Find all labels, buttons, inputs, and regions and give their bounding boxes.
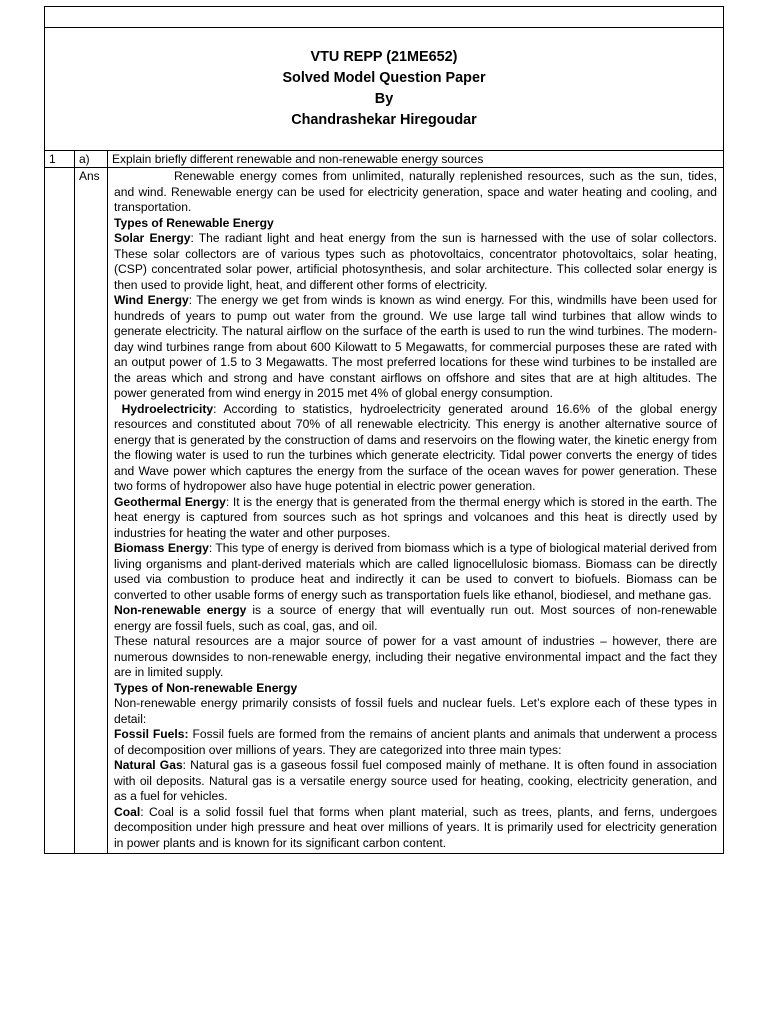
question-paper-table <box>44 6 724 854</box>
geothermal-term: Geothermal Energy <box>114 494 226 509</box>
blank-top-row <box>45 7 724 28</box>
nonrenewable-text: is a source of energy that will eventually run out. Most sources of non-renewable energy are fossil fuels, such as coal, gas, and oil. <box>114 603 717 633</box>
coal-paragraph <box>114 805 717 852</box>
answer-body <box>108 168 724 854</box>
wind-text: : The energy we get from winds is known as wind energy. For this, windmills have been used for hundreds of years to pump out water from the ground. We use large tall wind turbines that allow winds to generate electricity. The natural airflow on the surface of the earth is used to run the wind turbines. The modern-day wind turbines range from about 600 Kilowatt to 5 Megawatts, for commercial purposes these are rated with an output power of 1.5 to 3 Megawatts. The most preferred locations for these wind turbines to be installed are the areas which and strong and have constant airflows on offshore and sites that are at high altitudes. The power generated from wind energy in 2015 met 4% of global energy consumption. <box>114 293 717 400</box>
author-name: Chandrashekar Hiregoudar <box>291 112 477 128</box>
question-part: a) <box>75 151 108 168</box>
title-row <box>45 28 724 151</box>
biomass-text: : This type of energy is derived from biomass which is a type of biological material derived from living organisms and plant-derived materials which are called lignocellulosic biomass. Biomass can be directly used via combustion to produce heat and indirectly it can be used to convert to biofuels. Biomass can be converted to other usable forms of energy such as transportation fuels like ethanol, biodiesel, and methane gas. <box>114 541 717 602</box>
geothermal-paragraph <box>114 495 717 542</box>
question-text: Explain briefly different renewable and non-renewable energy sources <box>108 151 724 168</box>
hydro-text: : According to statistics, hydroelectricity generated around 16.6% of the global energy resources and constituted about 70% of all renewable electricity. This energy is another alternative source of energy that is generated by the construction of dams and reservoirs on the flowing water, the kinetic energy from the flowing water is used to run the turbines which generate electricity. Tidal power converts the energy of tides and Wave power which captures the energy from the surface of the ocean waves for power generation. These two forms of hydropower also have huge potential in electric power generation. <box>114 401 717 493</box>
nonrenewable-heading: Types of Non-renewable Energy <box>114 680 298 695</box>
renewable-heading: Types of Renewable Energy <box>114 215 274 230</box>
title-block <box>45 28 724 151</box>
coal-text: : Coal is a solid fossil fuel that forms when plant material, such as trees, plants, and ferns, undergoes decomposition under high pressure and heat over millions of years. It is primarily used for electricity generation in power plants and is known for its significant carbon content. <box>114 804 717 850</box>
fossil-text: Fossil fuels are formed from the remains of ancient plants and animals that underwent a process of decomposition over millions of years. They are categorized into three main types: <box>114 727 718 757</box>
coal-term: Coal <box>114 804 141 819</box>
solar-term: Solar Energy <box>114 231 191 245</box>
answer-number-cell <box>45 168 75 854</box>
fossil-term: Fossil Fuels: <box>114 727 189 741</box>
wind-paragraph <box>114 293 717 402</box>
nonrenewable-intro: Non-renewable energy primarily consists of fossil fuels and nuclear fuels. Let’s explore each of these types in detail: <box>114 696 717 726</box>
nonrenewable-paragraph-2: These natural resources are a major source of power for a vast amount of industries – however, there are numerous downsides to non-renewable energy, including their negative environmental impact and the fact they are in limited supply. <box>114 634 717 679</box>
fossil-paragraph <box>114 727 717 758</box>
paper-subtitle: Solved Model Question Paper <box>282 70 486 86</box>
natural-gas-paragraph <box>114 758 717 805</box>
answer-label: Ans <box>75 168 108 854</box>
blank-cell <box>45 7 724 28</box>
hydro-paragraph <box>114 402 717 495</box>
natural-gas-term: Natural Gas <box>114 758 183 772</box>
intro-paragraph: Renewable energy comes from unlimited, naturally replenished resources, such as the sun, tides, and wind. Renewable energy can be used for electricity generation, space and water heating and cooling, and transportation. <box>114 169 717 214</box>
question-row <box>45 151 724 168</box>
natural-gas-text: : Natural gas is a gaseous fossil fuel composed mainly of methane. It is often found in association with oil deposits. Natural gas is a versatile energy source used for heating, cooking, electricity generation, and as a fuel for vehicles. <box>114 758 717 803</box>
answer-row <box>45 168 724 854</box>
biomass-term: Biomass Energy <box>114 541 209 555</box>
biomass-paragraph <box>114 541 717 603</box>
hydro-term: Hydroelectricity <box>121 401 214 416</box>
nonrenewable-paragraph <box>114 603 717 634</box>
wind-term: Wind Energy <box>114 293 189 307</box>
solar-text: : The radiant light and heat energy from the sun is harnessed with the use of solar collectors. These solar collectors are of various types such as photovoltaics, concentrator photovoltaics, solar heating, (CSP) concentrated solar power, artificial photosynthesis, and solar architecture. This collected solar energy is then used to provide light, heat, and different other forms of electricity. <box>114 231 717 292</box>
question-number: 1 <box>45 151 75 168</box>
course-title: VTU REPP (21ME652) <box>310 49 458 65</box>
solar-paragraph <box>114 231 717 293</box>
nonrenewable-term: Non-renewable energy <box>114 603 247 617</box>
by-label: By <box>374 91 394 107</box>
geothermal-text: : It is the energy that is generated from the thermal energy which is stored in the earth. The heat energy is captured from sources such as hot springs and volcanoes and this heat is directly used by industries for heating the water and other purposes. <box>114 494 717 540</box>
